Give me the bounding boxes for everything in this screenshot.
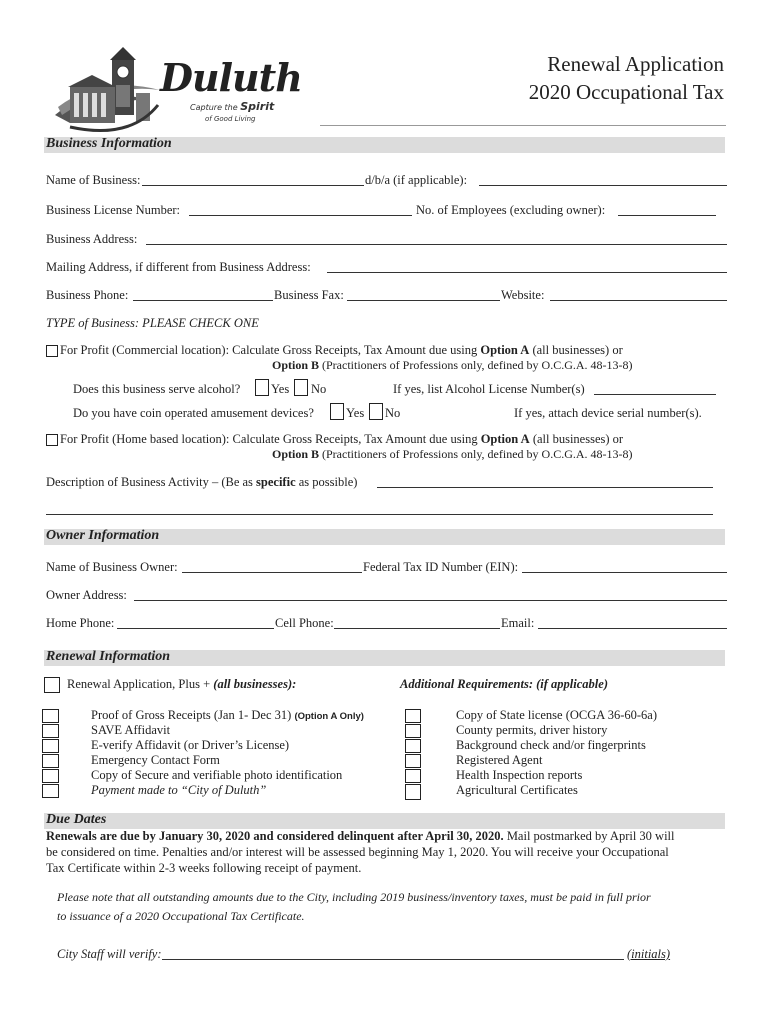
home-option-b: Option B bbox=[272, 447, 320, 461]
description-specific: specific bbox=[256, 475, 296, 489]
due-section-bar bbox=[44, 813, 725, 829]
owner-name-field[interactable] bbox=[182, 558, 362, 573]
employees-label: No. of Employees (excluding owner): bbox=[416, 203, 606, 217]
alcohol-question: Does this business serve alcohol? bbox=[73, 382, 241, 396]
description-label bbox=[46, 475, 357, 490]
business-address-label: Business Address: bbox=[46, 232, 138, 246]
renewal-plus-b: (all businesses): bbox=[213, 677, 297, 691]
coin-no-label: No bbox=[385, 406, 401, 420]
coin-yes-checkbox[interactable] bbox=[330, 403, 344, 420]
website-label: Website: bbox=[501, 288, 545, 302]
description-text-b: as possible) bbox=[295, 475, 358, 489]
due-line-1 bbox=[46, 829, 675, 844]
home-text-b: (all businesses) or bbox=[529, 432, 624, 446]
ein-field[interactable] bbox=[522, 558, 727, 573]
state-license-checkbox[interactable] bbox=[405, 709, 421, 723]
alcohol-yes-checkbox[interactable] bbox=[255, 379, 269, 396]
commercial-option-a: Option A bbox=[480, 343, 530, 357]
alcohol-license-label: If yes, list Alcohol License Number(s) bbox=[393, 382, 585, 396]
for-profit-commercial-checkbox[interactable] bbox=[46, 345, 58, 357]
website-field[interactable] bbox=[550, 286, 727, 301]
renewal-section-title: Renewal Information bbox=[46, 649, 171, 664]
payment-checkbox[interactable] bbox=[42, 784, 59, 798]
additional-requirements-label: Additional Requirements: (if applicable) bbox=[400, 677, 608, 691]
owner-address-label: Owner Address: bbox=[46, 588, 127, 602]
registered-agent-label: Registered Agent bbox=[456, 753, 543, 767]
home-option-a: Option A bbox=[480, 432, 530, 446]
dba-label: d/b/a (if applicable): bbox=[365, 173, 468, 187]
gross-receipts-checkbox[interactable] bbox=[42, 709, 59, 723]
due-text-1: Mail postmarked by April 30 will bbox=[503, 829, 675, 843]
health-inspection-checkbox[interactable] bbox=[405, 769, 421, 783]
photo-id-label: Copy of Secure and verifiable photo identification bbox=[91, 768, 343, 782]
home-text-a: For Profit (Home based location): Calculate Gross Receipts, Tax Amount due using bbox=[60, 432, 481, 446]
due-line-3: Tax Certificate within 2-3 weeks following receipt of payment. bbox=[46, 861, 362, 875]
everify-label: E-verify Affidavit (or Driver’s License) bbox=[91, 738, 290, 752]
business-name-field[interactable] bbox=[142, 171, 364, 186]
renewal-plus-a: Renewal Application, Plus + bbox=[67, 677, 214, 691]
ein-label: Federal Tax ID Number (EIN): bbox=[363, 560, 519, 574]
option-a-only-note: (Option A Only) bbox=[294, 711, 364, 722]
payment-label: Payment made to “City of Duluth” bbox=[91, 783, 267, 797]
description-text-a: Description of Business Activity – (Be as bbox=[46, 475, 257, 489]
gross-receipts-label: Proof of Gross Receipts (Jan 1- Dec 31) bbox=[91, 708, 292, 722]
state-license-label: Copy of State license (OCGA 36-60-6a) bbox=[456, 708, 658, 722]
business-section-title: Business Information bbox=[46, 136, 172, 151]
tagline-capture: Capture the bbox=[190, 103, 238, 112]
initials-label: (initials) bbox=[627, 947, 671, 961]
alcohol-yes-label: Yes bbox=[271, 382, 290, 396]
commercial-option-b: Option B bbox=[272, 358, 320, 372]
save-affidavit-label: SAVE Affidavit bbox=[91, 723, 171, 737]
owner-section-title: Owner Information bbox=[46, 528, 160, 543]
agricultural-checkbox[interactable] bbox=[405, 784, 421, 800]
description-field-2[interactable] bbox=[46, 500, 713, 515]
coin-yes-label: Yes bbox=[346, 406, 365, 420]
business-fax-field[interactable] bbox=[347, 286, 500, 301]
title-line-2: 2020 Occupational Tax bbox=[528, 80, 724, 104]
home-phone-label: Home Phone: bbox=[46, 616, 115, 630]
everify-checkbox[interactable] bbox=[42, 739, 59, 753]
business-phone-label: Business Phone: bbox=[46, 288, 129, 302]
business-phone-field[interactable] bbox=[133, 286, 273, 301]
due-bold-text: Renewals are due by January 30, 2020 and considered delinquent after April 30, 2020. bbox=[46, 829, 504, 843]
description-field-1[interactable] bbox=[377, 473, 713, 488]
for-profit-home-text bbox=[60, 432, 623, 447]
health-inspection-label: Health Inspection reports bbox=[456, 768, 583, 782]
home-practitioners: (Practitioners of Professions only, defined by O.C.G.A. 48-13-8) bbox=[319, 447, 633, 461]
emergency-contact-checkbox[interactable] bbox=[42, 754, 59, 768]
county-permits-label: County permits, driver history bbox=[456, 723, 608, 737]
background-check-label: Background check and/or fingerprints bbox=[456, 738, 646, 752]
staff-verify-field[interactable] bbox=[162, 945, 624, 960]
logo-tagline bbox=[190, 100, 274, 113]
commercial-option-b-line bbox=[272, 358, 633, 373]
email-field[interactable] bbox=[538, 614, 727, 629]
business-type-label: TYPE of Business: PLEASE CHECK ONE bbox=[46, 316, 259, 330]
commercial-text-b: (all businesses) or bbox=[529, 343, 623, 357]
coin-question: Do you have coin operated amusement devices? bbox=[73, 406, 314, 420]
coin-no-checkbox[interactable] bbox=[369, 403, 383, 420]
agricultural-label: Agricultural Certificates bbox=[456, 783, 578, 797]
dba-field[interactable] bbox=[479, 171, 727, 186]
email-label: Email: bbox=[501, 616, 535, 630]
cell-phone-label: Cell Phone: bbox=[275, 616, 334, 630]
county-permits-checkbox[interactable] bbox=[405, 724, 421, 738]
for-profit-home-checkbox[interactable] bbox=[46, 434, 58, 446]
employees-field[interactable] bbox=[618, 201, 716, 216]
note-line-2: to issuance of a 2020 Occupational Tax Certificate. bbox=[57, 909, 305, 923]
for-profit-commercial-text bbox=[60, 343, 623, 358]
tagline-spirit: Spirit bbox=[240, 100, 275, 113]
due-section-title: Due Dates bbox=[46, 812, 107, 827]
header-divider bbox=[320, 125, 726, 126]
cell-phone-field[interactable] bbox=[334, 614, 500, 629]
due-line-2: be considered on time. Penalties and/or interest will be assessed beginning May 1, 2020. You will receive your Occupational bbox=[46, 845, 669, 859]
business-address-field[interactable] bbox=[146, 230, 727, 245]
alcohol-no-checkbox[interactable] bbox=[294, 379, 308, 396]
business-name-label: Name of Business: bbox=[46, 173, 141, 187]
mailing-address-field[interactable] bbox=[327, 258, 727, 273]
logo-wordmark: Duluth bbox=[160, 55, 302, 100]
emergency-contact-label: Emergency Contact Form bbox=[91, 753, 220, 767]
staff-verify-label: City Staff will verify: bbox=[57, 947, 162, 961]
commercial-text-a: For Profit (Commercial location): Calculate Gross Receipts, Tax Amount due using bbox=[60, 343, 481, 357]
save-affidavit-checkbox[interactable] bbox=[42, 724, 59, 738]
title-line-1: Renewal Application bbox=[547, 52, 724, 76]
note-line-1: Please note that all outstanding amounts due to the City, including 2019 business/inventory taxes, must be paid in full prior bbox=[57, 890, 651, 904]
home-option-b-line bbox=[272, 447, 633, 462]
commercial-practitioners: (Practitioners of Professions only, defined by O.C.G.A. 48-13-8) bbox=[319, 358, 633, 372]
form-title bbox=[529, 50, 724, 106]
mailing-address-label: Mailing Address, if different from Business Address: bbox=[46, 260, 311, 274]
renewal-plus-text bbox=[67, 677, 296, 692]
gross-receipts-item bbox=[91, 708, 364, 723]
logo-tagline-2: of Good Living bbox=[205, 115, 256, 123]
registered-agent-checkbox[interactable] bbox=[405, 754, 421, 768]
owner-address-field[interactable] bbox=[134, 586, 727, 601]
owner-name-label: Name of Business Owner: bbox=[46, 560, 178, 574]
license-field[interactable] bbox=[189, 201, 412, 216]
renewal-application-checkbox[interactable] bbox=[44, 677, 60, 693]
coin-serial-note: If yes, attach device serial number(s). bbox=[514, 406, 702, 420]
alcohol-no-label: No bbox=[311, 382, 327, 396]
alcohol-license-field[interactable] bbox=[594, 380, 716, 395]
background-check-checkbox[interactable] bbox=[405, 739, 421, 753]
license-label: Business License Number: bbox=[46, 203, 181, 217]
business-fax-label: Business Fax: bbox=[274, 288, 344, 302]
home-phone-field[interactable] bbox=[117, 614, 274, 629]
photo-id-checkbox[interactable] bbox=[42, 769, 59, 783]
